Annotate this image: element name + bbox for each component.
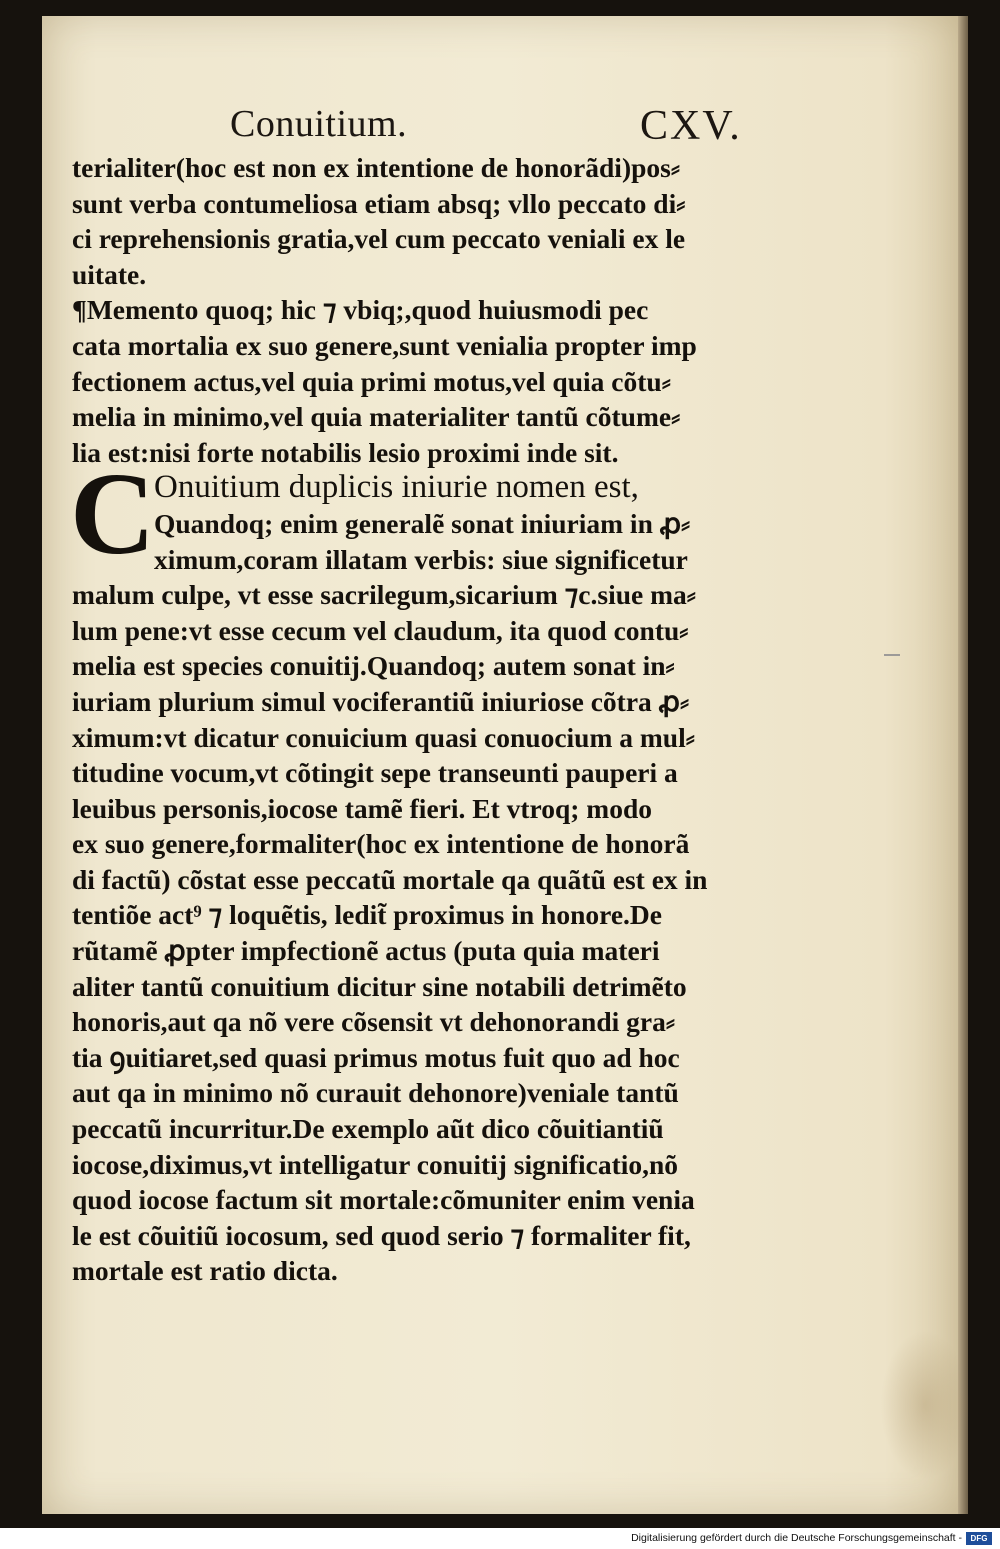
text-line: titudine vocum,vt cõtingit sepe transeunti pauperi a [72,757,678,789]
text-line: ex suo genere,formaliter(hoc ex intentione de honorã [72,828,690,860]
text-line: lia est:nisi forte notabilis lesio proximi inde sit. [72,436,619,468]
text-line: tia ꝯuitiaret,sed quasi primus motus fuit quo ad hoc [72,1041,680,1073]
funding-credit: Digitalisierung gefördert durch die Deutsche Forschungsgemeinschaft - [631,1532,962,1544]
text-line: ci reprehensionis gratia,vel cum peccato veniali ex le [72,223,686,255]
text-line: iocose,diximus,vt intelligatur conuitij significatio,nõ [72,1148,679,1180]
text-line: di factũ) cõstat esse peccatũ mortale qa quãtũ est ex in [72,863,708,895]
text-line: Quandoq; enim generalẽ sonat iniuriam in ꝓ⸗ [154,507,691,539]
running-title: Conuitium. [230,103,408,145]
text-line: aliter tantũ conuitium dicitur sine notabili detrimẽto [72,970,687,1002]
text-line: sunt verba contumeliosa etiam absq; vllo peccato di⸗ [72,187,686,219]
text-line: peccatũ incurritur.De exemplo aũt dico cõuitiantiũ [72,1113,664,1145]
text-line: aut qa in minimo nõ curauit dehonore)veniale tantũ [72,1077,679,1109]
text-block [72,150,772,1289]
text-line: melia in minimo,vel quia materialiter tantũ cõtume⸗ [72,401,681,433]
text-line: uitate. [72,258,147,290]
text-line: melia est species conuitij.Quandoq; autem sonat in⸗ [72,650,675,682]
text-line: fectionem actus,vel quia primi motus,vel quia cõtu⸗ [72,365,671,397]
text-line: mortale est ratio dicta. [72,1255,338,1287]
margin-mark [884,654,900,656]
text-line: malum culpe, vt esse sacrilegum,sicarium ⁊c.siue ma⸗ [72,579,696,611]
text-line: terialiter(hoc est non ex intentione de honorãdi)pos⸗ [72,152,681,183]
text-line: iuriam plurium simul vociferantiũ iniuriose cõtra ꝓ⸗ [72,685,690,717]
text-line: ximum,coram illatam verbis: siue significetur [154,543,688,575]
text-line: le est cõuitiũ iocosum, sed quod serio ⁊ formaliter fit, [72,1219,691,1251]
dfg-logo: DFG [966,1532,992,1545]
text-line: tentiõe act⁹ ⁊ loquẽtis, ledit̃ proximus in honore.De [72,899,662,931]
text-line: ximum:vt dicatur conuicium quasi conuocium a mul⸗ [72,721,695,753]
footer-bar [0,1528,1000,1549]
text-line: leuibus personis,iocose tamẽ fieri. Et vtroq; modo [72,792,653,824]
drop-cap-initial: C [70,448,156,579]
text-line: honoris,aut qa nõ vere cõsensit vt dehonorandi gra⸗ [72,1006,675,1038]
text-line: rũtamẽ ꝓpter impfectionẽ actus (puta quia materi [72,935,660,967]
text-line: cata mortalia ex suo genere,sunt venialia propter imp [72,329,697,361]
page-edge [958,16,968,1514]
text-line: lum pene:vt esse cecum vel claudum, ita quod contu⸗ [72,614,689,646]
text-line: quod iocose factum sit mortale:cõmuniter enim venia [72,1184,695,1216]
paper-stain [880,1330,970,1480]
folio-number: CXV. [640,103,742,149]
text-line: ¶Memento quoq; hic ⁊ vbiq;,quod huiusmodi pec [72,294,649,326]
section-heading-line: Onuitium duplicis iniurie nomen est, [154,469,639,506]
